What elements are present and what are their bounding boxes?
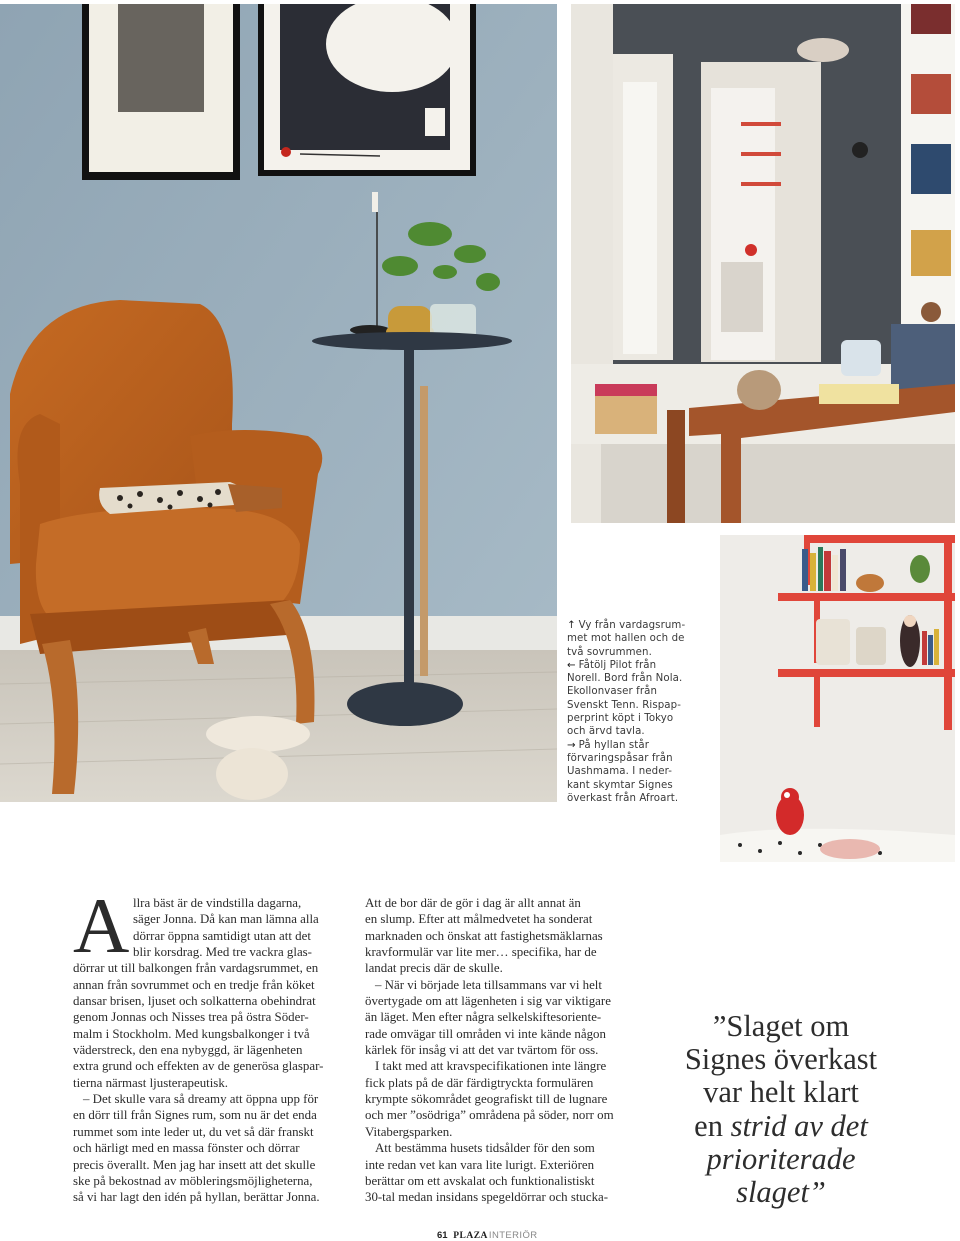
article-column-1 (73, 882, 355, 1206)
magazine-name: PLAZA (453, 1231, 488, 1241)
caption-line (567, 752, 707, 765)
pull-quote-line (668, 1176, 894, 1209)
armchair-photo (0, 4, 557, 802)
article-line: krympte sökområdet geografiskt till de lugnare (365, 1092, 608, 1107)
pull-quote-line (668, 1143, 894, 1176)
living-room-photo (571, 4, 955, 523)
caption-text: På hyllan står (578, 739, 650, 751)
article-line: rummet som inte leder ut, du vet så där franskt (73, 1124, 314, 1139)
pull-quote-italic: prioriterade (706, 1141, 856, 1176)
pull-quote-line: ”Slaget om (712, 1009, 850, 1043)
article-line: väderstreck, den ena nybyggd, är lägenheten (73, 1043, 303, 1058)
caption-text: och ärvd tavla. (567, 726, 645, 738)
arrow-icon: ← (567, 659, 576, 671)
article-line: llra bäst är de vindstilla dagarna, (133, 896, 302, 910)
article-line: övertygade om att lägenheten i sig var viktigare (365, 994, 611, 1009)
article-line: extra grund och effekten av de generösa glaspar- (73, 1059, 324, 1074)
caption-text: förvaringspåsar från (567, 752, 673, 764)
article-line: dörrar ut till balkongen från vardagsrummet, en (73, 961, 319, 976)
article-line: precis överallt. Men jag har insett att det skulle (73, 1157, 316, 1172)
article-line: rade omvägar till områden vi inte kände någon (365, 1026, 606, 1041)
article-line: marknaden och önskat att fastighetsmäklarnas (365, 928, 603, 943)
pull-quote-italic: slaget” (736, 1175, 826, 1210)
article-line: ske på bekostnad av möbleringsmöjligheterna, (73, 1173, 313, 1188)
caption-line (567, 646, 707, 659)
article-column-2 (365, 895, 640, 1206)
caption-line (567, 765, 707, 778)
article-line: så vi har lagt den idén på hyllan, berättar Jonna. (73, 1190, 320, 1205)
caption-text: met mot hallen och de (567, 633, 685, 645)
photo-caption (567, 619, 707, 805)
section-name: INTERIÖR (488, 1230, 538, 1241)
article-line: dansar brisen, ljuset och solkatterna obehindrat (73, 994, 316, 1009)
caption-text: Norell. Bord från Nola. (567, 673, 683, 685)
caption-text: Vy från vardagsrum- (578, 620, 686, 631)
caption-text: Ekollonvaser från (567, 686, 658, 698)
pull-quote-italic: strid av det (730, 1108, 868, 1143)
caption-line (567, 685, 707, 698)
pull-quote-line (668, 1110, 894, 1143)
article-line: en dörr till från Signes rum, som nu är det enda (73, 1108, 317, 1123)
article-line: och härligt med en massa fönster och dörrar (73, 1141, 300, 1156)
article-line: och mer ”osödriga” områdena på söder, norr om (365, 1108, 614, 1123)
caption-text: kant skymtar Signes (567, 779, 673, 791)
article-line: berättar om ett avskalat och funktionalistiskt (365, 1173, 595, 1188)
pull-quote (668, 1010, 894, 1209)
article-line: kärlek för insåg vi att det var tvärtom för oss. (365, 1043, 599, 1058)
article-line: Att bestämma husets tidsålder för den som (375, 1141, 595, 1156)
caption-line (567, 672, 707, 685)
article-line: I takt med att kravspecifikationen inte längre (375, 1059, 607, 1074)
caption-text: Svenskt Tenn. Rispap- (567, 699, 681, 711)
caption-line (567, 712, 707, 725)
caption-text: Uashmama. I neder- (567, 766, 672, 778)
caption-line (567, 632, 707, 645)
caption-line (567, 792, 707, 805)
caption-line (567, 779, 707, 792)
article-line: dörrar öppna samtidigt utan att det (133, 928, 311, 943)
caption-line (567, 659, 707, 672)
caption-line (567, 619, 707, 632)
pull-quote-line: Signes överkast (684, 1042, 878, 1077)
pull-quote-text: en (694, 1108, 731, 1143)
caption-line (567, 739, 707, 752)
caption-line (567, 725, 707, 738)
article-line: än läget. Men efter några selkelskiftesoriente- (365, 1010, 602, 1025)
pull-quote-line: var helt klart (703, 1075, 859, 1110)
article-line: annan från sovrummet och en tredje från köket (73, 977, 315, 992)
article-line: 30-tal medan insidans spegeldörrar och stucka- (365, 1190, 609, 1205)
article-line: – När vi började leta tillsammans var vi helt (375, 977, 602, 992)
caption-text: Fåtölj Pilot från (578, 659, 657, 671)
caption-text: två sovrummen. (567, 646, 652, 658)
article-line: tierna närmast ljusterapeutisk. (73, 1075, 228, 1090)
caption-line (567, 699, 707, 712)
article-line: – Det skulle vara så dreamy att öppna upp för (83, 1092, 319, 1107)
caption-text: perprint köpt i Tokyo (567, 713, 674, 725)
arrow-icon: → (567, 739, 576, 751)
shelf-photo (720, 535, 955, 862)
article-line: landat precis där de skulle. (365, 961, 503, 976)
article-line: en slump. Efter att målmedvetet ha sonderat (365, 912, 593, 927)
article-line: genom Jonnas och Nisses trea på östra Söder- (73, 1010, 309, 1025)
page-number: 61 (437, 1230, 448, 1241)
article-line: Att de bor där de gör i dag är allt annat än (365, 896, 581, 910)
article-line: Vitabergsparken. (365, 1124, 453, 1139)
arrow-icon: ↑ (567, 620, 576, 631)
article-line: kravformulär var lite mer… specifika, har de (365, 945, 597, 960)
caption-text: överkast från Afroart. (567, 792, 679, 804)
article-line: fick plats på de där färdigtryckta formulären (365, 1075, 594, 1090)
page-footer (437, 1231, 538, 1241)
article-line: malm i Stockholm. Med kungsbalkonger i två (73, 1026, 310, 1041)
article-line: inte redan vet kan vara lite lurigt. Exteriören (365, 1157, 595, 1172)
drop-cap: A (73, 882, 130, 969)
article-line: säger Jonna. Då kan man lämna alla (133, 912, 319, 927)
article-line: blir korsdrag. Med tre vackra glas- (133, 945, 312, 960)
